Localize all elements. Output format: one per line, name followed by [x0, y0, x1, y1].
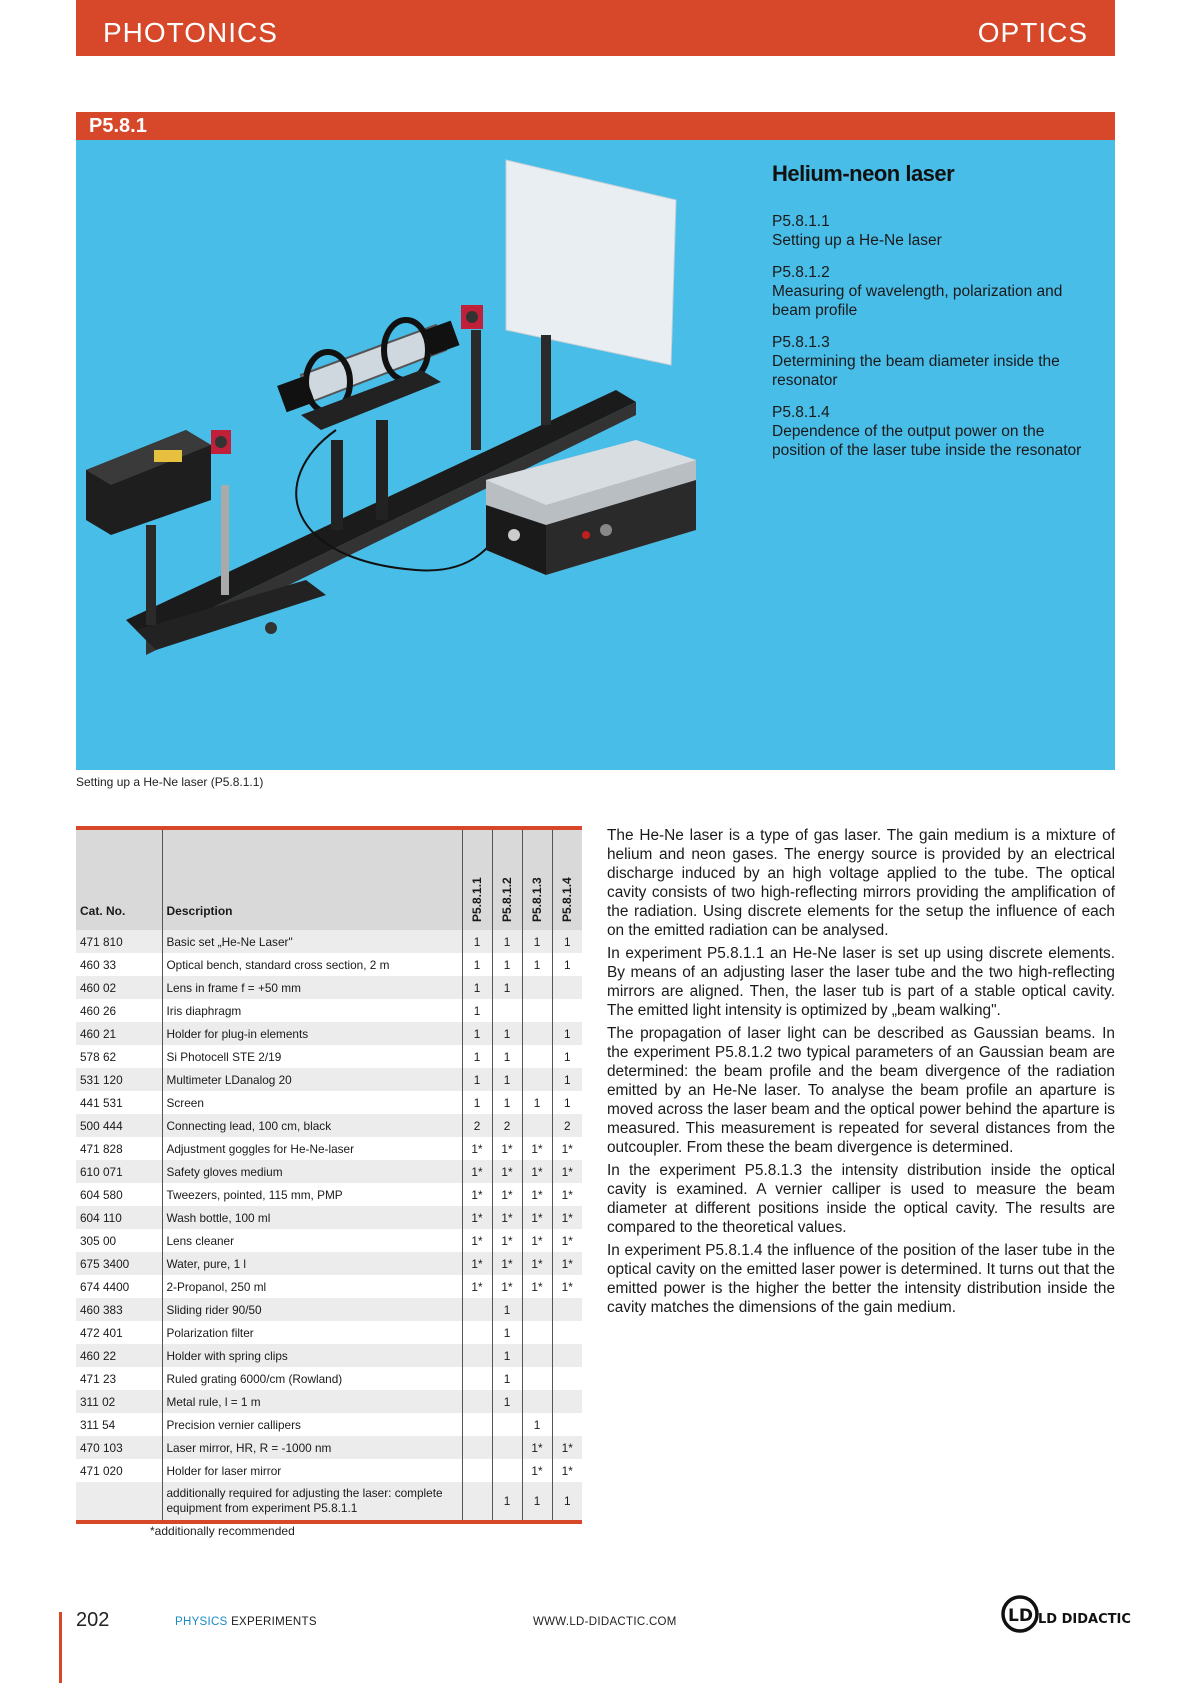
body-paragraph: In experiment P5.8.1.1 an He-Ne laser is set up using discrete elements. By means of an adjusting laser the laser tube and the two high-reflecting mirrors are aligned. Then, the laser tub is part of a stable optical cavity. The emitted light intensity is optimized by „beam walking".	[607, 945, 1115, 1019]
table-row	[76, 1160, 582, 1183]
experiment-code: P5.8.1	[89, 115, 147, 137]
quantity-cell: 1	[522, 1091, 552, 1114]
quantity-cell	[462, 1482, 492, 1520]
quantity-cell	[522, 1045, 552, 1068]
description-cell: Holder for laser mirror	[162, 1459, 462, 1482]
experiment-title: Helium-neon laser	[772, 161, 955, 186]
quantity-cell: 1*	[522, 1137, 552, 1160]
quantity-cell: 1	[492, 1367, 522, 1390]
quantity-cell	[462, 1390, 492, 1413]
description-cell: Ruled grating 6000/cm (Rowland)	[162, 1367, 462, 1390]
quantity-cell: 1	[522, 1482, 552, 1520]
table-row	[76, 953, 582, 976]
subexperiment-item	[772, 263, 1092, 320]
cat-no-cell: 578 62	[76, 1045, 162, 1068]
topic-title: OPTICS	[977, 17, 1088, 48]
subexperiment-text: Determining the beam diameter inside the resonator	[772, 353, 1060, 389]
quantity-cell: 1	[462, 999, 492, 1022]
description-cell: Laser mirror, HR, R = -1000 nm	[162, 1436, 462, 1459]
table-row	[76, 1114, 582, 1137]
quantity-cell	[522, 1321, 552, 1344]
quantity-cell: 1*	[552, 1206, 582, 1229]
quantity-cell	[552, 999, 582, 1022]
quantity-cell: 1	[552, 1045, 582, 1068]
quantity-cell: 1	[492, 976, 522, 999]
quantity-cell: 1*	[492, 1275, 522, 1298]
quantity-cell: 1	[462, 1091, 492, 1114]
cat-no-cell	[76, 1482, 162, 1520]
quantity-cell	[522, 1367, 552, 1390]
quantity-cell: 1*	[492, 1229, 522, 1252]
quantity-cell: 1*	[462, 1206, 492, 1229]
body-paragraph: The propagation of laser light can be described as Gaussian beams. In the experiment P5.8.1.2 two typical parameters of an Gaussian beam are determined: the beam profile and the beam divergence of the radiation emitted by an He-Ne laser. To analyse the beam profile an aparture is moved across the laser beam and the optical power behind the aparture is measured. This measurement is repeated for several distances from the outcoupler. From these the beam divergence is determined.	[607, 1025, 1115, 1156]
table-row	[76, 1252, 582, 1275]
cat-no-cell: 604 110	[76, 1206, 162, 1229]
header-cat-no: Cat. No.	[76, 830, 162, 930]
quantity-cell	[462, 1321, 492, 1344]
subexperiment-text: Setting up a He-Ne laser	[772, 232, 942, 249]
header-col-label: P5.8.1.1	[470, 877, 484, 922]
description-cell: Connecting lead, 100 cm, black	[162, 1114, 462, 1137]
table-row	[76, 1344, 582, 1367]
table-footnote: *additionally recommended	[150, 1524, 295, 1538]
quantity-cell: 1*	[552, 1459, 582, 1482]
subexperiment-item	[772, 403, 1092, 460]
quantity-cell	[492, 1413, 522, 1436]
cat-no-cell: 460 22	[76, 1344, 162, 1367]
quantity-cell: 1	[552, 1482, 582, 1520]
description-cell: 2-Propanol, 250 ml	[162, 1275, 462, 1298]
cat-no-cell: 460 26	[76, 999, 162, 1022]
description-cell: Water, pure, 1 l	[162, 1252, 462, 1275]
cat-no-cell: 604 580	[76, 1183, 162, 1206]
ld-didactic-logo	[1000, 1590, 1131, 1636]
quantity-cell: 1*	[492, 1206, 522, 1229]
description-cell: Precision vernier callipers	[162, 1413, 462, 1436]
quantity-cell	[522, 1114, 552, 1137]
quantity-cell: 1	[492, 1091, 522, 1114]
table-row	[76, 1137, 582, 1160]
cat-no-cell: 610 071	[76, 1160, 162, 1183]
footer-accent-line	[59, 1612, 62, 1683]
quantity-cell	[462, 1459, 492, 1482]
quantity-cell: 1*	[552, 1229, 582, 1252]
quantity-cell	[492, 1459, 522, 1482]
quantity-cell: 1	[552, 1022, 582, 1045]
header-col-2	[492, 830, 522, 930]
table-row	[76, 976, 582, 999]
header-col-4	[552, 830, 582, 930]
experiment-bar	[76, 112, 1115, 140]
series-label	[175, 1616, 317, 1628]
description-cell: Lens cleaner	[162, 1229, 462, 1252]
quantity-cell: 1	[522, 1413, 552, 1436]
photo-caption: Setting up a He-Ne laser (P5.8.1.1)	[76, 775, 264, 789]
quantity-cell: 1	[492, 1390, 522, 1413]
quantity-cell	[552, 1298, 582, 1321]
description-cell: Sliding rider 90/50	[162, 1298, 462, 1321]
cat-no-cell: 305 00	[76, 1229, 162, 1252]
cat-no-cell: 674 4400	[76, 1275, 162, 1298]
quantity-cell: 2	[552, 1114, 582, 1137]
quantity-cell: 1	[552, 1068, 582, 1091]
table-row	[76, 1367, 582, 1390]
header-col-3	[522, 830, 552, 930]
cat-no-cell: 471 23	[76, 1367, 162, 1390]
body-text	[607, 826, 1115, 1321]
description-cell: Optical bench, standard cross section, 2 m	[162, 953, 462, 976]
quantity-cell: 1	[492, 1482, 522, 1520]
quantity-cell: 1*	[522, 1275, 552, 1298]
header-col-label: P5.8.1.2	[500, 877, 514, 922]
quantity-cell: 1*	[552, 1436, 582, 1459]
subexperiment-item	[772, 212, 1092, 250]
quantity-cell: 2	[462, 1114, 492, 1137]
header-col-label: P5.8.1.3	[530, 877, 544, 922]
table-row	[76, 1045, 582, 1068]
quantity-cell: 1	[462, 1022, 492, 1045]
quantity-cell	[462, 1413, 492, 1436]
quantity-cell: 1*	[492, 1252, 522, 1275]
cat-no-cell: 311 54	[76, 1413, 162, 1436]
cat-no-cell: 441 531	[76, 1091, 162, 1114]
cat-no-cell: 460 383	[76, 1298, 162, 1321]
description-cell: Si Photocell STE 2/19	[162, 1045, 462, 1068]
header-col-label: P5.8.1.4	[560, 877, 575, 922]
subexperiment-item	[772, 333, 1092, 390]
table-row	[76, 1436, 582, 1459]
cat-no-cell: 531 120	[76, 1068, 162, 1091]
cat-no-cell: 460 21	[76, 1022, 162, 1045]
table-row	[76, 1321, 582, 1344]
quantity-cell: 1*	[522, 1160, 552, 1183]
table-row	[76, 1390, 582, 1413]
quantity-cell: 1	[552, 953, 582, 976]
quantity-cell	[552, 1413, 582, 1436]
quantity-cell: 2	[492, 1114, 522, 1137]
page-number: 202	[76, 1609, 110, 1631]
quantity-cell: 1	[552, 1091, 582, 1114]
section-title: PHOTONICS	[103, 17, 278, 48]
quantity-cell	[462, 1344, 492, 1367]
table-row	[76, 1459, 582, 1482]
description-cell: Multimeter LDanalog 20	[162, 1068, 462, 1091]
svg-text:LD DIDACTIC: LD DIDACTIC	[1038, 1612, 1131, 1627]
quantity-cell: 1*	[462, 1252, 492, 1275]
cat-no-cell: 471 810	[76, 930, 162, 953]
quantity-cell	[522, 976, 552, 999]
quantity-cell: 1*	[552, 1183, 582, 1206]
apparatus-photo	[76, 140, 776, 770]
quantity-cell: 1*	[462, 1183, 492, 1206]
description-cell: additionally required for adjusting the laser: complete equipment from experiment P5.8.1.1	[162, 1482, 462, 1520]
table-row	[76, 1022, 582, 1045]
series-highlight: PHYSICS	[175, 1616, 228, 1628]
quantity-cell	[522, 1298, 552, 1321]
quantity-cell	[552, 1321, 582, 1344]
header-description: Description	[162, 830, 462, 930]
quantity-cell: 1	[492, 1321, 522, 1344]
series-rest: EXPERIMENTS	[227, 1616, 317, 1628]
quantity-cell: 1	[492, 1045, 522, 1068]
description-cell: Polarization filter	[162, 1321, 462, 1344]
cat-no-cell: 472 401	[76, 1321, 162, 1344]
quantity-cell: 1	[492, 1022, 522, 1045]
quantity-cell: 1*	[492, 1160, 522, 1183]
quantity-cell: 1*	[552, 1252, 582, 1275]
table-row	[76, 1298, 582, 1321]
cat-no-cell: 460 33	[76, 953, 162, 976]
quantity-cell: 1*	[522, 1252, 552, 1275]
quantity-cell: 1*	[492, 1183, 522, 1206]
description-cell: Holder for plug-in elements	[162, 1022, 462, 1045]
description-cell: Iris diaphragm	[162, 999, 462, 1022]
quantity-cell	[462, 1436, 492, 1459]
cat-no-cell: 471 828	[76, 1137, 162, 1160]
table-row	[76, 999, 582, 1022]
quantity-cell: 1*	[522, 1206, 552, 1229]
description-cell: Tweezers, pointed, 115 mm, PMP	[162, 1183, 462, 1206]
table-row	[76, 1275, 582, 1298]
quantity-cell: 1*	[462, 1160, 492, 1183]
body-paragraph: In the experiment P5.8.1.3 the intensity distribution inside the optical cavity is examined. A vernier calliper is used to measure the beam diameter at different positions inside the optical cavity. The results are compared to the theoretical values.	[607, 1162, 1115, 1236]
svg-text:LD: LD	[1008, 1606, 1033, 1626]
quantity-cell: 1	[462, 1068, 492, 1091]
quantity-cell	[522, 1068, 552, 1091]
body-paragraph: The He-Ne laser is a type of gas laser. The gain medium is a mixture of helium and neon gases. The energy source is provided by an electrical discharge induced by an high voltage applied to the tube. The optical cavity consists of two high-reflecting mirrors providing the amplification of the radiation. Using discrete elements for the setup the influence of each on the emitted radiation can be analysed.	[607, 827, 1115, 939]
quantity-cell: 1*	[522, 1183, 552, 1206]
quantity-cell: 1*	[492, 1137, 522, 1160]
quantity-cell	[522, 1022, 552, 1045]
website-url: WWW.LD-DIDACTIC.COM	[533, 1616, 677, 1628]
table-row	[76, 1183, 582, 1206]
quantity-cell: 1	[462, 976, 492, 999]
cat-no-cell: 500 444	[76, 1114, 162, 1137]
subexperiment-code: P5.8.1.4	[772, 404, 830, 421]
quantity-cell	[522, 1390, 552, 1413]
quantity-cell: 1*	[552, 1137, 582, 1160]
quantity-cell: 1	[492, 1068, 522, 1091]
quantity-cell: 1*	[462, 1275, 492, 1298]
quantity-cell	[552, 1390, 582, 1413]
description-cell: Screen	[162, 1091, 462, 1114]
quantity-cell	[552, 976, 582, 999]
quantity-cell	[552, 1344, 582, 1367]
cat-no-cell: 311 02	[76, 1390, 162, 1413]
description-cell: Safety gloves medium	[162, 1160, 462, 1183]
quantity-cell: 1	[462, 953, 492, 976]
quantity-cell	[522, 1344, 552, 1367]
description-cell: Metal rule, l = 1 m	[162, 1390, 462, 1413]
subexperiment-list	[772, 212, 1092, 473]
quantity-cell	[492, 999, 522, 1022]
quantity-cell: 1*	[522, 1436, 552, 1459]
description-cell: Adjustment goggles for He-Ne-laser	[162, 1137, 462, 1160]
equipment-table-block	[76, 826, 582, 1524]
quantity-cell	[462, 1367, 492, 1390]
quantity-cell	[492, 1436, 522, 1459]
cat-no-cell: 460 02	[76, 976, 162, 999]
quantity-cell: 1*	[552, 1275, 582, 1298]
description-cell: Lens in frame f = +50 mm	[162, 976, 462, 999]
table-row	[76, 1206, 582, 1229]
quantity-cell: 1*	[552, 1160, 582, 1183]
quantity-cell: 1	[462, 1045, 492, 1068]
quantity-cell	[462, 1298, 492, 1321]
quantity-cell: 1*	[522, 1459, 552, 1482]
table-row	[76, 1091, 582, 1114]
quantity-cell: 1	[492, 1298, 522, 1321]
quantity-cell: 1	[492, 1344, 522, 1367]
table-row	[76, 930, 582, 953]
description-cell: Holder with spring clips	[162, 1344, 462, 1367]
quantity-cell: 1	[492, 953, 522, 976]
description-cell: Wash bottle, 100 ml	[162, 1206, 462, 1229]
cat-no-cell: 471 020	[76, 1459, 162, 1482]
equipment-table	[76, 830, 582, 1520]
quantity-cell: 1	[522, 930, 552, 953]
quantity-cell	[552, 1367, 582, 1390]
body-paragraph: In experiment P5.8.1.4 the influence of the position of the laser tube in the optical cavity on the emitted laser power is determined. It turns out that the emitted power is the higher the better the intensity distribution inside the cavity matches the dimensions of the gain medium.	[607, 1242, 1115, 1316]
table-row	[76, 1482, 582, 1520]
subexperiment-code: P5.8.1.3	[772, 334, 830, 351]
quantity-cell: 1	[492, 930, 522, 953]
description-cell: Basic set „He-Ne Laser"	[162, 930, 462, 953]
hero-panel	[76, 140, 1115, 770]
quantity-cell: 1	[552, 930, 582, 953]
quantity-cell: 1	[462, 930, 492, 953]
cat-no-cell: 675 3400	[76, 1252, 162, 1275]
quantity-cell	[522, 999, 552, 1022]
subexperiment-code: P5.8.1.1	[772, 213, 830, 230]
subexperiment-text: Measuring of wavelength, polarization and beam profile	[772, 283, 1063, 319]
table-row	[76, 1413, 582, 1436]
quantity-cell: 1*	[462, 1229, 492, 1252]
header-bar	[76, 0, 1115, 56]
quantity-cell: 1*	[462, 1137, 492, 1160]
subexperiment-text: Dependence of the output power on the position of the laser tube inside the resonator	[772, 423, 1082, 459]
header-col-1	[462, 830, 492, 930]
cat-no-cell: 470 103	[76, 1436, 162, 1459]
table-header-row	[76, 830, 582, 930]
quantity-cell: 1	[522, 953, 552, 976]
table-row	[76, 1068, 582, 1091]
quantity-cell: 1*	[522, 1229, 552, 1252]
subexperiment-code: P5.8.1.2	[772, 264, 830, 281]
table-row	[76, 1229, 582, 1252]
